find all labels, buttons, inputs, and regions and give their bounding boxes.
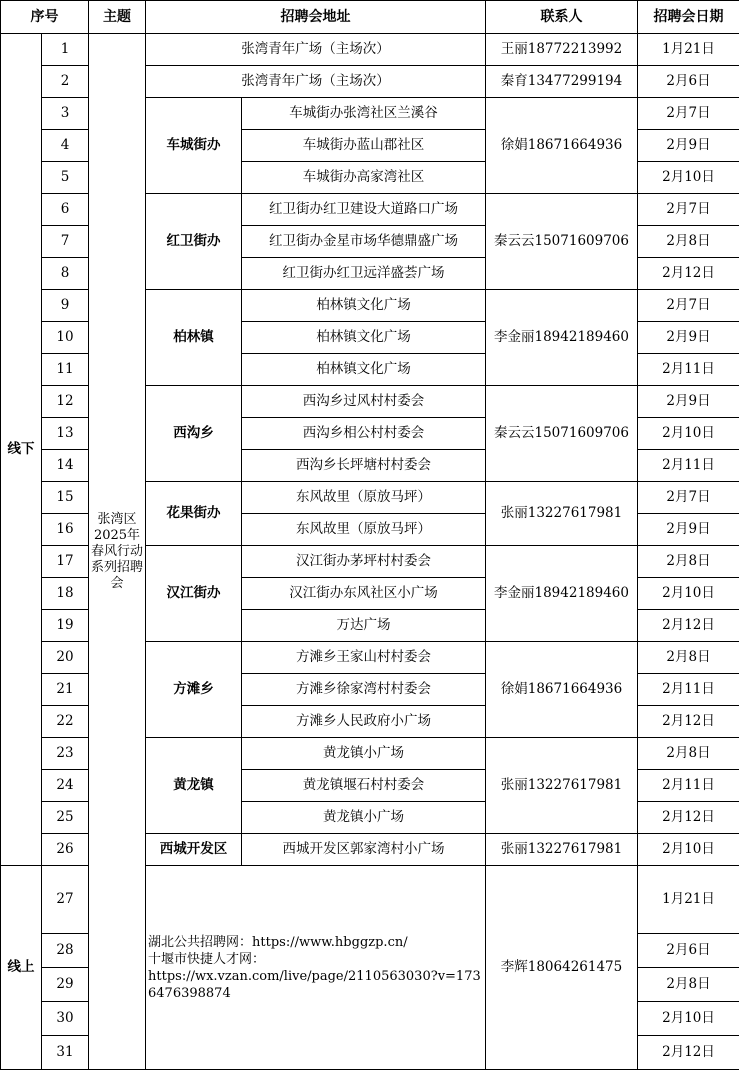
online-address-line: https://wx.vzan.com/live/page/2110563030?v=1736476398874 [148,968,481,1001]
date-cell: 2月9日 [638,130,739,162]
contact-cell: 李金丽18942189460 [486,546,638,642]
date-cell: 2月11日 [638,354,739,386]
contact-cell: 张丽13227617981 [486,482,638,546]
date-cell: 2月10日 [638,1002,739,1036]
row-index: 12 [42,386,89,418]
date-cell: 2月8日 [638,968,739,1002]
date-cell: 2月10日 [638,834,739,866]
address-cell: 东风故里（原放马坪） [242,482,486,514]
date-cell: 2月8日 [638,738,739,770]
row-index: 8 [42,258,89,290]
row-index: 13 [42,418,89,450]
date-cell: 2月10日 [638,162,739,194]
date-cell: 2月9日 [638,386,739,418]
contact-cell: 徐娟18671664936 [486,642,638,738]
address-cell: 方滩乡徐家湾村村委会 [242,674,486,706]
header-row [1,1,739,34]
row-index: 15 [42,482,89,514]
row-index: 7 [42,226,89,258]
row-index: 4 [42,130,89,162]
date-cell: 2月8日 [638,226,739,258]
row-index: 19 [42,610,89,642]
address-cell: 红卫街办金星市场华德鼎盛广场 [242,226,486,258]
group-name: 花果街办 [146,482,242,546]
row-index: 6 [42,194,89,226]
row-index: 10 [42,322,89,354]
table-body [1,34,739,1070]
online-address-line: 十堰市快捷人才网： [148,951,266,967]
row-index: 22 [42,706,89,738]
row-index: 14 [42,450,89,482]
row-index: 18 [42,578,89,610]
group-name: 汉江街办 [146,546,242,642]
date-cell: 2月12日 [638,706,739,738]
group-name: 方滩乡 [146,642,242,738]
contact-cell: 李辉18064261475 [486,866,638,1070]
row-index: 24 [42,770,89,802]
date-cell: 2月7日 [638,290,739,322]
address-cell: 汉江街办东风社区小广场 [242,578,486,610]
row-index: 28 [42,934,89,968]
date-cell: 2月8日 [638,546,739,578]
address-cell: 黄龙镇小广场 [242,802,486,834]
address-cell: 车城街办高家湾社区 [242,162,486,194]
group-name: 柏林镇 [146,290,242,386]
row-index: 21 [42,674,89,706]
address-cell: 柏林镇文化广场 [242,322,486,354]
date-cell: 2月9日 [638,322,739,354]
category-online: 线上 [1,866,42,1070]
address-cell: 方滩乡人民政府小广场 [242,706,486,738]
header-index: 序号 [1,1,89,34]
row-index: 9 [42,290,89,322]
address-cell: 张湾青年广场（主场次） [146,34,486,66]
address-cell: 西沟乡过风村村委会 [242,386,486,418]
date-cell: 2月7日 [638,194,739,226]
row-index: 1 [42,34,89,66]
table-row [1,34,739,66]
contact-cell: 徐娟18671664936 [486,98,638,194]
address-cell: 东风故里（原放马坪） [242,514,486,546]
date-cell: 1月21日 [638,34,739,66]
address-cell: 车城街办张湾社区兰溪谷 [242,98,486,130]
address-cell: 西沟乡长坪塘村村委会 [242,450,486,482]
date-cell: 2月11日 [638,674,739,706]
row-index: 2 [42,66,89,98]
address-cell: 西沟乡相公村村委会 [242,418,486,450]
contact-cell: 秦育13477299194 [486,66,638,98]
contact-cell: 李金丽18942189460 [486,290,638,386]
row-index: 5 [42,162,89,194]
group-name: 黄龙镇 [146,738,242,834]
address-cell: 柏林镇文化广场 [242,290,486,322]
date-cell: 2月11日 [638,770,739,802]
address-cell: 黄龙镇堰石村村委会 [242,770,486,802]
row-index: 26 [42,834,89,866]
date-cell: 2月12日 [638,610,739,642]
date-cell: 2月9日 [638,514,739,546]
date-cell: 2月10日 [638,418,739,450]
address-cell: 方滩乡王家山村村委会 [242,642,486,674]
header-address: 招聘会地址 [146,1,486,34]
group-name: 西沟乡 [146,386,242,482]
date-cell: 2月12日 [638,1036,739,1070]
date-cell: 1月21日 [638,866,739,934]
row-index: 31 [42,1036,89,1070]
group-name: 车城街办 [146,98,242,194]
address-cell: 红卫街办红卫建设大道路口广场 [242,194,486,226]
row-index: 23 [42,738,89,770]
contact-cell: 秦云云15071609706 [486,386,638,482]
contact-cell: 张丽13227617981 [486,738,638,834]
row-index: 27 [42,866,89,934]
header-date: 招聘会日期 [638,1,739,34]
theme-cell: 张湾区2025年春风行动系列招聘会 [89,34,146,1070]
row-index: 11 [42,354,89,386]
date-cell: 2月7日 [638,482,739,514]
date-cell: 2月8日 [638,642,739,674]
row-index: 17 [42,546,89,578]
online-address-cell [146,866,486,1070]
date-cell: 2月12日 [638,258,739,290]
date-cell: 2月6日 [638,934,739,968]
row-index: 3 [42,98,89,130]
date-cell: 2月6日 [638,66,739,98]
address-cell: 汉江街办茅坪村村委会 [242,546,486,578]
address-cell: 西城开发区郭家湾村小广场 [242,834,486,866]
header-contact: 联系人 [486,1,638,34]
row-index: 25 [42,802,89,834]
row-index: 16 [42,514,89,546]
address-cell: 车城街办蓝山郡社区 [242,130,486,162]
address-cell: 张湾青年广场（主场次） [146,66,486,98]
row-index: 29 [42,968,89,1002]
date-cell: 2月10日 [638,578,739,610]
contact-cell: 张丽13227617981 [486,834,638,866]
date-cell: 2月12日 [638,802,739,834]
online-address-line: 湖北公共招聘网：https://www.hbggzp.cn/ [148,934,408,950]
address-cell: 红卫街办红卫远洋盛荟广场 [242,258,486,290]
date-cell: 2月11日 [638,450,739,482]
address-cell: 柏林镇文化广场 [242,354,486,386]
header-theme: 主题 [89,1,146,34]
date-cell: 2月7日 [638,98,739,130]
row-index: 20 [42,642,89,674]
contact-cell: 秦云云15071609706 [486,194,638,290]
category-offline: 线下 [1,34,42,866]
address-cell: 万达广场 [242,610,486,642]
group-name: 西城开发区 [146,834,242,866]
address-cell: 黄龙镇小广场 [242,738,486,770]
contact-cell: 王丽18772213992 [486,34,638,66]
group-name: 红卫街办 [146,194,242,290]
row-index: 30 [42,1002,89,1036]
